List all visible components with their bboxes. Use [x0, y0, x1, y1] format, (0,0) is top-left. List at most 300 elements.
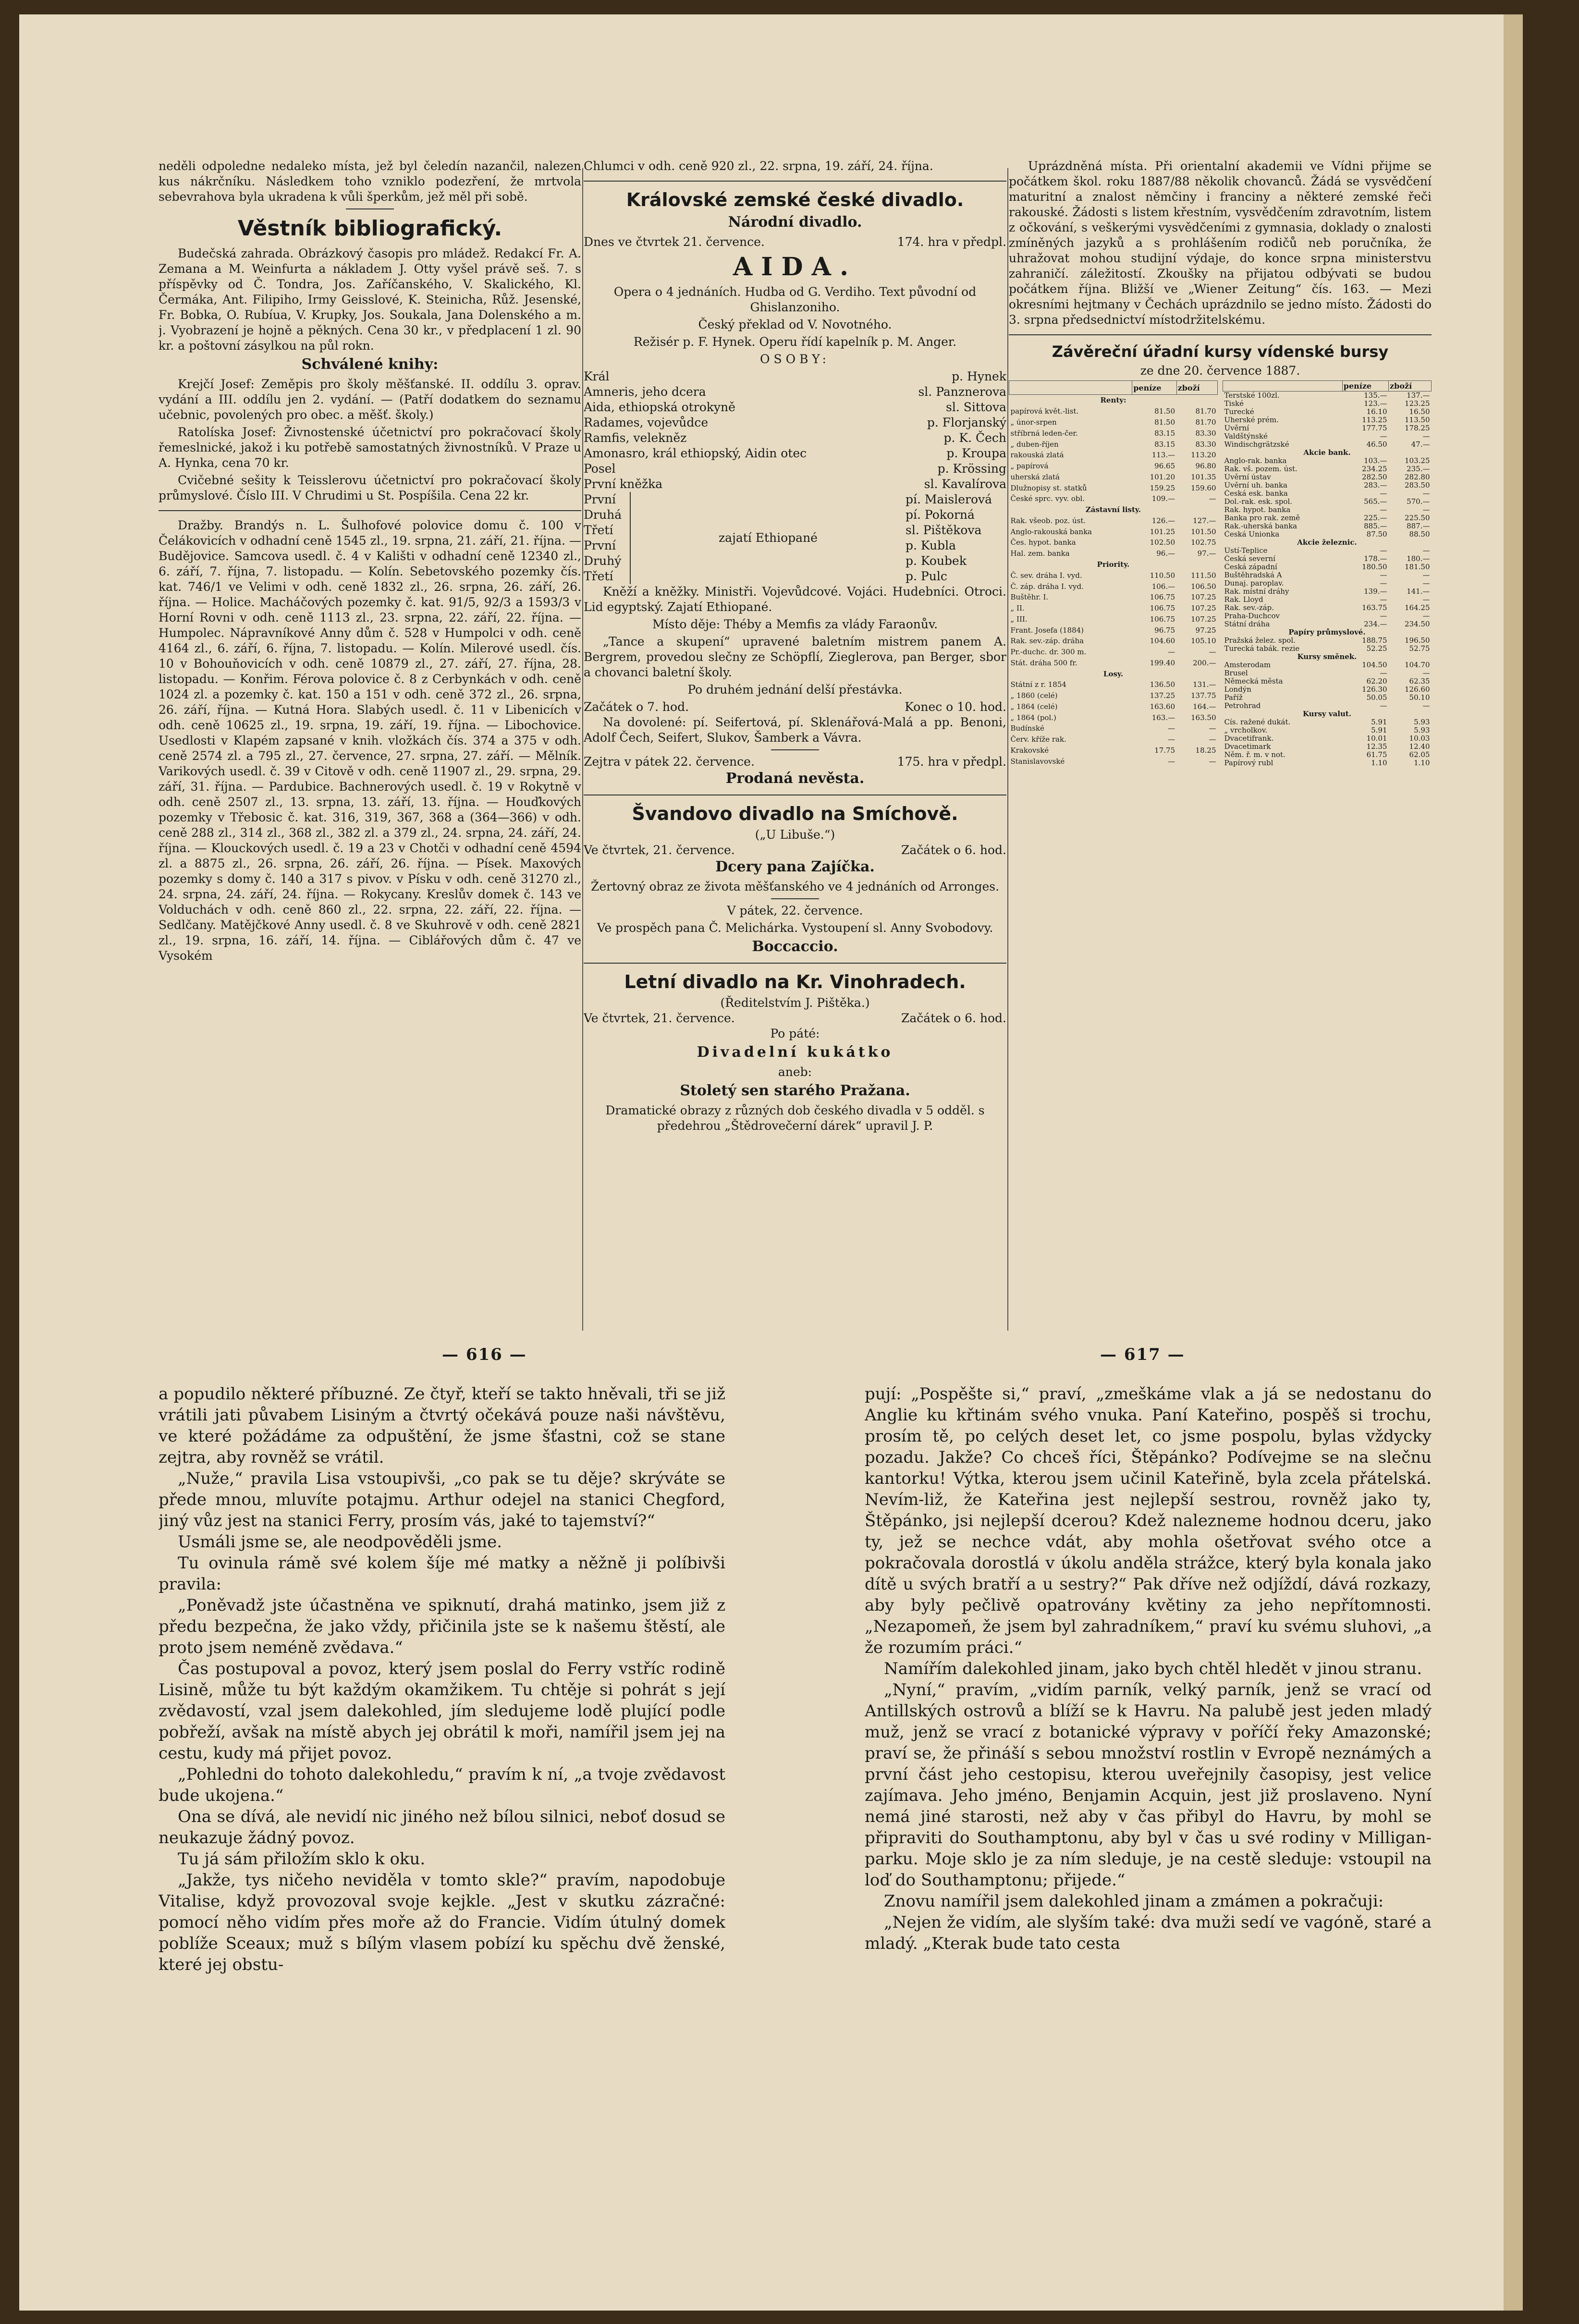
novel-paragraph: „Nejen že vidím, ale slyším také: dva muži sedí ve vagóně, staré a mladý. „Kterak bude tato cesta: [865, 1913, 1432, 1953]
play-subtitle: Stoletý sen starého Pražana.: [680, 1082, 910, 1099]
price-value: 565.—: [1364, 498, 1387, 506]
price-value: 110.50: [1150, 571, 1175, 580]
price-value: 139.—: [1364, 587, 1387, 596]
price-value: 127.—: [1193, 516, 1216, 525]
security-name: „ 1860 (celé): [1010, 691, 1058, 700]
security-name: Ústí-Teplice: [1224, 547, 1268, 555]
security-name: Česká esk. banka: [1224, 489, 1288, 498]
novel-paragraph: Ona se dívá, ale nevidí nic jiného než bílou silnici, neboť dosud se neukazuje žádný povoz.: [159, 1807, 725, 1847]
price-value: 96.—: [1156, 549, 1175, 558]
exchange-row: [1223, 669, 1432, 677]
price-value: 196.50: [1405, 636, 1430, 645]
price-value: 107.25: [1191, 614, 1216, 624]
exchange-tables: [1009, 380, 1432, 767]
performance-number: 174. hra v předpl.: [897, 235, 1006, 249]
price-value: 81.70: [1195, 418, 1216, 427]
setting: Místo děje: Théby a Memfis za vlády Faraonův.: [652, 617, 938, 631]
column-1: [159, 159, 581, 1345]
security-name: Rak.-uherská banka: [1224, 522, 1297, 530]
captives-label: zajatí Ethiopané: [630, 492, 906, 584]
price-value: —: [1422, 669, 1430, 677]
exchange-row: [1223, 514, 1432, 522]
exchange-row: [1223, 465, 1432, 473]
exchange-row: [1009, 680, 1218, 691]
book-entry: Cvičebné sešity k Teisslerovu účetnictví pro pokračovací školy průmyslové. Číslo III. V Chrudimi u St. Pospíšila. Cena 22 kr.: [159, 473, 581, 502]
novel-paragraph: a popudilo některé příbuzné. Ze čtyř, kteří se takto hněvali, tři se již vrátili jati půvabem Lisiným a čtvrtý očekává pouze naši návštěvu, ve které požádáme za odpuštění, že jsme šťastni, což se stane zejtra, aby rovněž se vrátil.: [159, 1384, 725, 1467]
cast-row: Radames, vojevůdce p. Florjanský: [584, 416, 1006, 429]
price-value: 188.75: [1362, 636, 1387, 645]
security-name: Anglo-rakouská banka: [1010, 527, 1092, 536]
cast-list: [584, 369, 1006, 584]
exchange-section-title: Akcie železnic.: [1297, 538, 1357, 547]
security-name: Německá města: [1224, 677, 1283, 685]
security-name: Londýn: [1224, 685, 1251, 694]
price-value: 105.10: [1191, 636, 1216, 646]
price-value: 131.—: [1193, 680, 1216, 689]
exchange-row: [1223, 408, 1432, 416]
cast-heading: OSOBY:: [760, 352, 830, 366]
exchange-row: [1223, 579, 1432, 587]
exchange-row: [1223, 522, 1432, 530]
security-name: Státní dráha: [1224, 620, 1270, 628]
exchange-row: [1009, 625, 1218, 636]
security-name: Stanislavovské: [1010, 757, 1065, 766]
price-value: 46.50: [1366, 440, 1387, 449]
exchange-row: [1009, 745, 1218, 756]
price-value: 61.75: [1366, 751, 1387, 759]
exchange-row: [1009, 690, 1218, 701]
price-value: —: [1422, 596, 1430, 604]
exchange-row: [1223, 620, 1432, 628]
price-value: —: [1209, 494, 1216, 503]
play-title: Boccaccio.: [752, 938, 838, 955]
performance-line: Ve čtvrtek, 21. července. Začátek o 6. hod.: [584, 843, 1006, 857]
dance-note: „Tance a skupení“ upravené baletním mistrem panem A. Bergrem, provedou slečny ze Schöpflí, Zieglerova, pan Berger, sbor a chovanci baletní školy.: [584, 635, 1006, 679]
price-value: 164.25: [1405, 604, 1430, 612]
price-value: —: [1422, 579, 1430, 587]
aneb: aneb:: [778, 1065, 812, 1079]
cast-row: První kněžka sl. Kavalírova: [584, 477, 1006, 491]
exchange-row: [1223, 391, 1432, 400]
exchange-section-title: Zástavní listy.: [1085, 505, 1141, 514]
exchange-row: [1009, 734, 1218, 745]
price-value: 50.05: [1366, 694, 1387, 702]
price-value: 5.93: [1414, 718, 1430, 726]
price-value: 181.50: [1405, 563, 1430, 571]
price-value: 101.50: [1191, 527, 1216, 536]
price-value: 106.75: [1150, 604, 1175, 613]
price-value: 282.50: [1362, 473, 1387, 481]
security-name: „ III.: [1010, 614, 1028, 624]
price-value: 81.50: [1154, 418, 1175, 427]
divider: [584, 963, 1006, 964]
price-value: 104.50: [1362, 661, 1387, 669]
security-name: Dunaj. paroplav.: [1224, 579, 1284, 587]
exchange-row: [1223, 694, 1432, 702]
exchange-row: [1223, 506, 1432, 514]
exchange-table-right: peníze zboží Terstské 100zl. 135.— 137.— Tiské 123.— 123.25 Turecké 16.10 16.50 Uherské prém. 113.25 113.50 Úvěrní 177.75 178.25 Valdštýnské — — Windischgrätzské 46.50 47.— Akcie bank. Anglo-rak. banka 103.— 103.25 Rak. vš. pozem. úst. 234.25 235.— Úvěrní ústav 282.50 282.80 Úvěrní uh. banka 283.— 283.50 Česká esk. banka — — Dol.-rak. esk. spol. 565.— 570.— Rak. hypot. banka — — Banka pro rak. země 225.— 225.50 Rak.-uherská banka 885.— 887.— Česká Unionka 87.50 88.50 Akcie železnic. Ústí-Teplice — — Česká severní 178.— 180.— Česká západní 180.50 181.50 Buštěhradská A — — Dunaj. paroplav. — — Rak. místní dráhy 139.— 141.— Rak. Lloyd — — Rak. sev.-záp. 163.75 164.25 Praha-Duchcov — — Státní dráha 234.— 234.50 Papíry průmyslové. Pražská želez. spol. 188.75 196.50 Turecká tabák. rezie 52.25 52.75 Kursy směnek. Amsterodam 104.50 104.70 Brusel — — Německá města 62.20 62.35 Londýn 126.30 126.60 Paříž 50.05 50.10 Petrohrad — — Kursy valut. Cís. ražené dukát. 5.91 5.93 „ vrcholkov. 5.91 5.93 Dvacetifrank. 10.01 10.03 Dvacetimark 12.35 12.40 Něm. ř. m. v not. 61.75 62.05 Papírový rubl 1.10 1.10: [1223, 380, 1432, 767]
price-value: —: [1380, 612, 1387, 620]
price-value: 106.50: [1191, 582, 1216, 591]
price-value: 102.50: [1150, 538, 1175, 547]
exchange-row: [1009, 636, 1218, 647]
exchange-row: [1223, 596, 1432, 604]
security-name: Windischgrätzské: [1224, 440, 1289, 449]
price-value: 570.—: [1407, 498, 1430, 506]
price-value: 107.25: [1191, 604, 1216, 613]
price-value: 104.70: [1405, 661, 1430, 669]
play-description: Dramatické obrazy z různých dob českého divadla v 5 odděl. s předehrou „Štědrovečerní dárek“ upravil J. P.: [605, 1103, 985, 1133]
security-name: Hal. zem. banka: [1010, 549, 1070, 558]
price-value: 123.25: [1405, 400, 1430, 408]
cast-row: Amonasro, král ethiopský, Aidin otec p. Kroupa: [584, 446, 1006, 460]
novel-paragraph: „Jakže, tys ničeho neviděla v tomto skle?“ pravím, napodobuje Vitalise, když provozoval svoje kejkle. „Jest v skutku zázračné: pomocí něho vidím přes moře až do Francie. Vidím útulný domek poblíže Sceaux; muž s bílým vlasem pobízí ku spěchu dvě ženské, které jej obstu-: [159, 1871, 725, 1974]
security-name: Paříž: [1224, 694, 1243, 702]
security-name: Č. sev. dráha I. vyd.: [1010, 571, 1082, 580]
price-value: —: [1168, 757, 1175, 766]
price-value: —: [1380, 489, 1387, 498]
security-name: Česká severní: [1224, 555, 1275, 563]
exchange-row: [1223, 612, 1432, 620]
price-value: 885.—: [1364, 522, 1387, 530]
security-name: Dvacetimark: [1224, 743, 1271, 751]
book-entry: Ratolíska Josef: Živnostenské účetnictví pro pokračovací školy řemeslnické, jakož i ku potřebě samostatných živnostníků. V Praze u A. Hynka, cena 70 kr.: [159, 425, 581, 470]
price-value: 62.05: [1409, 751, 1430, 759]
price-value: 5.91: [1371, 726, 1387, 734]
exchange-row: [1009, 428, 1218, 439]
exchange-row: [1223, 538, 1432, 547]
price-value: 83.30: [1195, 428, 1216, 438]
price-value: 1.10: [1371, 759, 1387, 767]
auctions-notice: Dražby. Brandýs n. L. Šulhofové polovice domu č. 100 v Čelákovicích v odhadní ceně 1545 zl., 19. srpna, 21. září, 21. října. — Budějovice. Samcova usedl. č. 4 v Kališti v odhadní ceně 12340 zl., 6. září, 7. října, 7. listopadu. — Kolín. Sebetovského pozemky čís. kat. 746/1 ve Velimi v odh. ceně 1832 zl., 26. srpna, 26. září, 26. října. — Holice. Macháčových pozemky č. kat. 91/5, 92/3 a 1593/3 v Horní Rovni v odh. ceně 1113 zl., 23. srpna, 22. září, 22. října. — Humpolec. Nápravníkové Anny dům č. 528 v Humpolci v odh. ceně 4164 zl., 6. září, 6. října, 7. listopadu. — Kolín. Milerové usedl. čís. 10 v Bohouňovicích v odh. ceně 10879 zl., 27. září, 27. října, 28. listopadu. — Konřim. Férova polovice č. 8 z Cerbynkách v odh. ceně 1024 zl. a pozemky č. kat. 150 a 151 v odh. ceně 372 zl., 26. srpna, 26. září, října. — Kutná Hora. Slabých usedl. č. 11 v Libenicích v odh. ceně 10625 zl., 19. srpna, 19. září, 19. října. — Libochovice. Usedlosti v Klapém zapsané v knih. vložkách čís. 374 a 375 v odh. ceně 2574 zl. a 795 zl., 27. července, 27. srpna, 27. září. — Mělník. Varikových usedl. č. 39 v Citově v odh. ceně 11907 zl., 29. srpna, 29. září, 31. října. — Pardubice. Bachnerových usedl. č. 19 v Rokytně v odh. ceně 2507 zl., 13. srpna, 13. září, 13. října. — Houďkových pozemky v Třebosic č. kat. 316, 319, 367, 368 a (364—366) v odh. ceně 288 zl., 314 zl., 368 zl., 382 zl. a 379 zl., 24. srpna, 24. září, 24. října. — Klouckových usedl. č. 19 a 23 v Chotči v odhadní ceně 4594 zl. a 8875 zl., 26. srpna, 26. září, 26. října. — Písek. Maxových pozemky s domy č. 140 a 317 s pivov. v Písku v odh. ceně 31270 zl., 24. srpna, 24. září, 24. října. — Rokycany. Kreslův domek č. 143 ve Volduchách v odh. ceně 860 zl., 22. srpna, 22. září, 22. října. — Sedlčany. Matějčkové Anny usedl. č. 8 ve Skuhrově v odh. ceně 2821 zl., 19. srpna, 16. září, 14. října. — Ciblářových dům č. 47 ve Vysokém: [159, 518, 581, 963]
price-value: —: [1168, 735, 1175, 744]
security-name: Papírový rubl: [1224, 759, 1273, 767]
price-value: —: [1380, 669, 1387, 677]
price-value: 283.50: [1405, 481, 1430, 489]
performance-date: Dnes ve čtvrtek 21. července.: [584, 235, 765, 249]
security-name: „ 1864 (celé): [1010, 702, 1058, 711]
security-name: „ únor-srpen: [1010, 418, 1057, 427]
security-name: Pražská želez. spol.: [1224, 636, 1296, 645]
price-value: 83.15: [1154, 428, 1175, 438]
theatre-subheading: („U Libuše.“): [755, 828, 835, 842]
security-name: Turecké: [1224, 408, 1254, 416]
exchange-row: [1223, 440, 1432, 449]
security-name: Rak. všeob. poz. úst.: [1010, 516, 1086, 525]
price-value: 101.20: [1150, 472, 1175, 481]
exchange-row: [1009, 581, 1218, 592]
opera-director: Režisér p. F. Hynek. Operu řídí kapelník p. M. Anger.: [633, 335, 957, 349]
security-name: Rak. Lloyd: [1224, 596, 1263, 604]
security-name: Buštěhr. I.: [1010, 593, 1049, 602]
divider: [771, 898, 819, 899]
security-name: Úvěrní: [1224, 424, 1249, 432]
price-value: 178.—: [1364, 555, 1387, 563]
security-name: Rak. sev.-záp. dráha: [1010, 636, 1084, 646]
security-name: České sprc. vyv. obl.: [1010, 494, 1085, 503]
security-name: Něm. ř. m. v not.: [1224, 751, 1285, 759]
price-value: —: [1422, 547, 1430, 555]
security-name: Banka pro rak. země: [1224, 514, 1300, 522]
price-value: 109.—: [1151, 494, 1175, 503]
price-value: 97.25: [1195, 625, 1216, 635]
price-value: —: [1168, 648, 1175, 657]
security-name: Stát. dráha 500 fr.: [1010, 658, 1077, 667]
security-name: „ duben-říjen: [1010, 440, 1059, 449]
price-value: 126.30: [1362, 685, 1387, 694]
price-value: 81.70: [1195, 407, 1216, 416]
security-name: rakouská zlatá: [1010, 451, 1064, 460]
price-value: 136.50: [1150, 680, 1175, 689]
security-name: Úvěrní ústav: [1224, 473, 1271, 481]
exchange-row: [1009, 472, 1218, 483]
play-title: Dcery pana Zajíčka.: [715, 858, 875, 875]
opera-translation: Český překlad od V. Novotného.: [698, 318, 892, 331]
price-value: 159.25: [1150, 483, 1175, 492]
price-value: 177.75: [1362, 424, 1387, 432]
divider: [1009, 334, 1432, 335]
exchange-row: [1223, 759, 1432, 767]
exchange-row: [1223, 489, 1432, 498]
play-title: Divadelní kukátko: [697, 1044, 894, 1061]
price-value: 163.75: [1362, 604, 1387, 612]
price-value: 106.—: [1151, 582, 1175, 591]
exchange-section-title: Losy.: [1103, 669, 1124, 678]
exchange-row: [1009, 669, 1218, 680]
price-value: 282.80: [1405, 473, 1430, 481]
approved-books-heading: Schválené knihy:: [301, 356, 439, 373]
opera-title: AIDA.: [733, 252, 857, 281]
price-value: 113.20: [1191, 451, 1216, 460]
price-value: —: [1209, 757, 1216, 766]
price-value: 163.60: [1150, 702, 1175, 711]
price-value: 159.60: [1191, 483, 1216, 492]
price-value: 135.—: [1364, 391, 1387, 400]
exchange-row: [1009, 647, 1218, 658]
exchange-row: [1223, 685, 1432, 694]
exchange-row: [1223, 628, 1432, 636]
divider: [159, 510, 581, 511]
exchange-row: [1223, 636, 1432, 645]
price-value: 887.—: [1407, 522, 1430, 530]
price-value: —: [1422, 571, 1430, 579]
price-value: 113.50: [1405, 416, 1430, 424]
security-name: Buštěhradská A: [1224, 571, 1282, 579]
exchange-row: [1009, 723, 1218, 734]
leave-note: Na dovolené: pí. Seifertová, pí. Sklenářová-Malá a pp. Benoni, Adolf Čech, Seifert, Slukov, Šamberk a Vávra.: [584, 715, 1006, 745]
security-name: Krakovské: [1010, 746, 1049, 755]
exchange-row: [1223, 400, 1432, 408]
start-end-line: Začátek o 7. hod. Konec o 10. hod.: [584, 700, 1006, 714]
price-value: 234.25: [1362, 465, 1387, 473]
price-value: 10.03: [1409, 734, 1430, 743]
exchange-row: [1223, 653, 1432, 661]
security-name: Červ. kříže rak.: [1010, 735, 1066, 744]
price-value: —: [1380, 432, 1387, 440]
novel-column-right: [865, 1383, 1432, 2258]
exchange-row: [1223, 498, 1432, 506]
exchange-row: [1223, 751, 1432, 759]
exchange-row: [1009, 559, 1218, 570]
price-value: 163.50: [1191, 713, 1216, 722]
exchange-row: [1009, 504, 1218, 515]
play-title: Prodaná nevěsta.: [725, 770, 865, 787]
price-value: 137.25: [1150, 691, 1175, 700]
price-value: 83.15: [1154, 440, 1175, 449]
exchange-row: [1009, 526, 1218, 538]
price-value: 234.—: [1364, 620, 1387, 628]
price-value: —: [1422, 489, 1430, 498]
novel-paragraph: Namířím dalekohled jinam, jako bych chtěl hledět v jinou stranu.: [884, 1659, 1422, 1678]
exchange-row: [1223, 645, 1432, 653]
price-value: 178.25: [1405, 424, 1430, 432]
price-value: —: [1422, 612, 1430, 620]
exchange-row: [1223, 734, 1432, 743]
article-end: Chlumci v odh. ceně 920 zl., 22. srpna, 19. září, 24. října.: [584, 159, 933, 173]
performance-date: V pátek, 22. července.: [727, 904, 863, 917]
cast-row: Amneris, jeho dcera sl. Panznerova: [584, 385, 1006, 399]
exchange-section-title: Papíry průmyslové.: [1288, 628, 1366, 636]
exchange-row: [1009, 439, 1218, 450]
price-value: 126.—: [1151, 516, 1175, 525]
price-value: —: [1380, 596, 1387, 604]
price-value: 12.35: [1366, 743, 1387, 751]
exchange-row: [1223, 547, 1432, 555]
security-name: Anglo-rak. banka: [1224, 457, 1287, 465]
exchange-row: [1009, 494, 1218, 505]
exchange-section-title: Akcie bank.: [1303, 449, 1351, 457]
price-value: 16.10: [1366, 408, 1387, 416]
price-value: 102.75: [1191, 538, 1216, 547]
performance-line: [584, 234, 1006, 250]
theatre-subheading: (Ředitelstvím J. Pištěka.): [720, 996, 870, 1010]
exchange-row: [1009, 548, 1218, 559]
security-name: Valdštýnské: [1224, 432, 1268, 440]
price-value: 200.—: [1193, 658, 1216, 667]
price-value: 141.—: [1407, 587, 1430, 596]
price-value: 96.80: [1195, 462, 1216, 471]
exchange-row: [1223, 563, 1432, 571]
book-entry: Krejčí Josef: Zeměpis pro školy měšťanské. II. oddílu 3. oprav. vydání a III. oddílu jen 2. vydání. — (Patří dodatkem do seznamu učebnic, povolených pro obec. a měšť. školy.): [159, 377, 581, 422]
exchange-row: [1223, 702, 1432, 710]
exchange-row: [1009, 395, 1218, 406]
exchange-date: ze dne 20. července 1887.: [1140, 364, 1300, 378]
price-value: 97.—: [1197, 549, 1216, 558]
novel-paragraph: „Nyní,“ pravím, „vidím parník, velký parník, jenž se vrací od Antillských ostrovů a blíží se k Havru. Na palubě jest jeden mladý muž, jenž se vrací z botanické výpravy v poříčí řeky Amazonské; praví se, že přináší s sebou množství rostlin v Evropě neznámých a první část jeho cestopisu, kterou uveřejnily časopisy, jest velice zajímava. Jeho jméno, Benjamin Acquin, jest již proslaveno. Nyní nemá jiné starosti, než aby v čas přibyl do Havru, by mohl se připraviti do Southamptonu, aby byl v čas u své rodiny v Milligan-parku. Moje sklo je za ním sleduje, je na cestě sleduje: vstoupil na loď do Southamptonu; přijede.“: [865, 1680, 1432, 1890]
price-value: 225.50: [1405, 514, 1430, 522]
exchange-section-title: Renty:: [1100, 396, 1126, 405]
price-value: 163.—: [1151, 713, 1175, 722]
price-value: —: [1422, 702, 1430, 710]
price-value: —: [1380, 702, 1387, 710]
price-value: —: [1422, 432, 1430, 440]
novel-paragraph: „Poněvadž jste účastněna ve spiknutí, drahá matinko, jsem již z předu bezpečna, že jako vždy, přičinila jste se k našemu štěstí, ale proto jsem neméně zvědava.“: [159, 1596, 725, 1657]
article-end: neděli odpoledne nedaleko místa, jež byl čeledín nazančil, nalezen kus nákrčníku. Následkem toho vzniklo podezření, že mrtvola sebevrahova byla ukradena k vůli šperkům, jež měl při sobě.: [159, 159, 581, 204]
security-name: Budínské: [1010, 724, 1044, 733]
price-value: —: [1209, 735, 1216, 744]
price-value: 107.25: [1191, 593, 1216, 602]
security-name: papírová květ.-list.: [1010, 407, 1079, 416]
column-rule: [1007, 168, 1008, 1331]
price-value: 96.75: [1154, 625, 1175, 635]
cast-row: Aida, ethiopská otrokyně sl. Sittova: [584, 400, 1006, 414]
novel-paragraph: „Pohledni do tohoto dalekohledu,“ pravím k ní, „a tvoje zvědavost bude ukojena.“: [159, 1765, 725, 1805]
page-number-left: — 616 —: [442, 1345, 527, 1364]
page-number-right: — 617 —: [1100, 1345, 1185, 1364]
price-value: 106.75: [1150, 593, 1175, 602]
column-2: [584, 159, 1006, 1345]
exchange-row: [1009, 614, 1218, 625]
price-value: 96.65: [1154, 462, 1175, 471]
exchange-row: [1223, 743, 1432, 751]
cast-row: Ramfis, velekněz p. K. Čech: [584, 431, 1006, 445]
price-value: 88.50: [1409, 530, 1430, 538]
security-name: Cís. ražené dukát.: [1224, 718, 1291, 726]
exchange-section-title: Kursy valut.: [1302, 710, 1352, 718]
divider: [346, 208, 394, 209]
performance-line: Ve čtvrtek, 21. července. Začátek o 6. hod.: [584, 1011, 1006, 1025]
security-name: Č. záp. dráha I. vyd.: [1010, 582, 1084, 591]
exchange-row: [1009, 570, 1218, 581]
price-value: 103.—: [1364, 457, 1387, 465]
security-name: Brusel: [1224, 669, 1248, 677]
price-value: 111.50: [1191, 571, 1216, 580]
exchange-row: [1009, 461, 1218, 472]
price-value: 234.50: [1405, 620, 1430, 628]
price-value: 180.50: [1362, 563, 1387, 571]
security-name: uherská zlatá: [1010, 472, 1060, 481]
price-value: 50.10: [1409, 694, 1430, 702]
theatre-subheading: Národní divadlo.: [728, 214, 862, 231]
price-value: 47.—: [1411, 440, 1430, 449]
security-name: Dol.-rak. esk. spol.: [1224, 498, 1293, 506]
security-name: Terstské 100zl.: [1224, 391, 1280, 400]
exchange-row: [1223, 432, 1432, 440]
exchange-row: [1009, 592, 1218, 603]
page-edge: [1504, 14, 1523, 2311]
security-name: Frant. Josefa (1884): [1010, 625, 1084, 635]
price-value: 225.—: [1364, 514, 1387, 522]
performance-line: Zejtra v pátek 22. července. 175. hra v předpl.: [584, 755, 1006, 769]
exchange-row: [1223, 416, 1432, 424]
security-name: Dlužnopisy st. statků: [1010, 483, 1087, 492]
security-name: „ 1864 (pol.): [1010, 713, 1056, 722]
price-value: 283.—: [1364, 481, 1387, 489]
exchange-row: [1223, 604, 1432, 612]
exchange-row: [1223, 677, 1432, 685]
security-name: Rak. vš. pozem. úst.: [1224, 465, 1297, 473]
price-value: 5.91: [1371, 718, 1387, 726]
security-name: Petrohrad: [1224, 702, 1261, 710]
theatre-heading: Letní divadlo na Kr. Vinohradech.: [624, 971, 966, 992]
cast-group: První Druhá Třetí První Druhý Třetí zajatí Ethiopané pí. Maislerová pí. Pokorná sl. Pištěkova p. Kubla p. Koubek p. Pulc: [584, 492, 992, 583]
security-name: „ papírová: [1010, 462, 1049, 471]
security-name: stříbrná leden-čer.: [1010, 428, 1078, 438]
security-name: Praha-Duchcov: [1224, 612, 1280, 620]
column-3: [1009, 159, 1432, 1345]
exchange-row: [1223, 449, 1432, 457]
performance-count: Po páté:: [770, 1027, 820, 1040]
price-value: —: [1422, 506, 1430, 514]
price-value: —: [1168, 724, 1175, 733]
exchange-row: [1223, 555, 1432, 563]
exchange-row: [1009, 538, 1218, 549]
price-value: —: [1380, 571, 1387, 579]
exchange-row: [1223, 718, 1432, 726]
novel-column-left: [159, 1383, 725, 2258]
price-value: 101.35: [1191, 472, 1216, 481]
security-name: Uherské prém.: [1224, 416, 1279, 424]
